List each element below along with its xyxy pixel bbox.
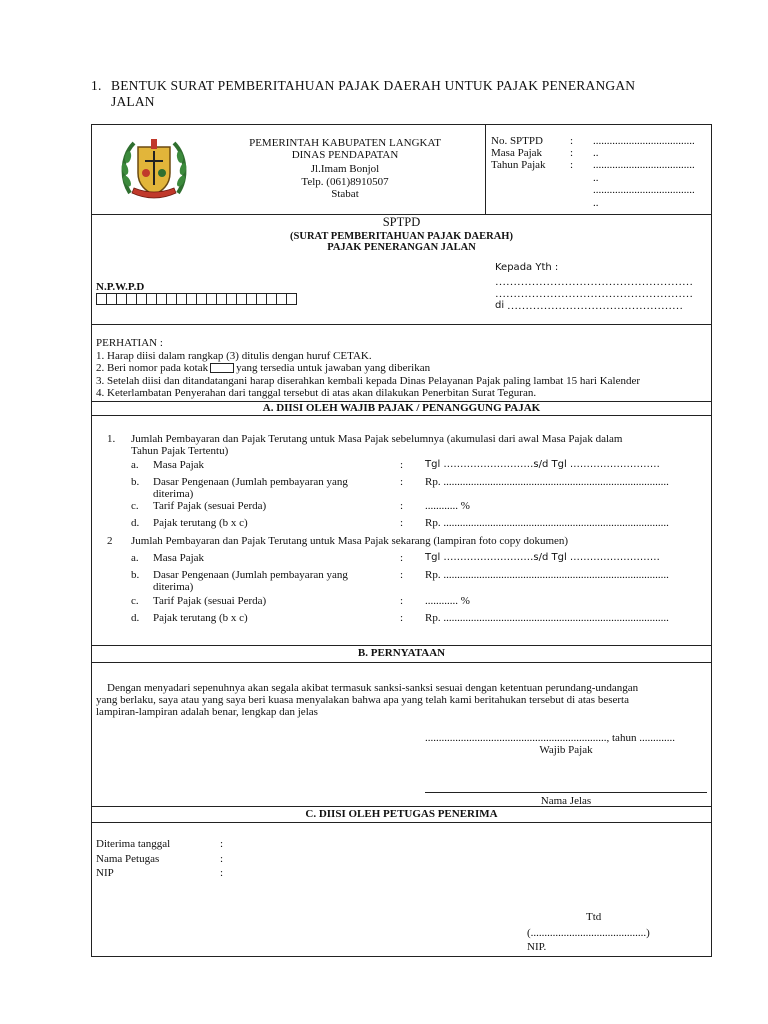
rule xyxy=(91,324,712,325)
org-dept: DINAS PENDAPATAN xyxy=(291,149,399,161)
ttd-label: Ttd xyxy=(586,911,602,923)
perhatian-item-2 xyxy=(96,362,430,375)
di-field[interactable]: ………………………………………… xyxy=(507,300,683,312)
diterima-tanggal-colon: : xyxy=(220,838,224,850)
perhatian-heading: PERHATIAN : xyxy=(96,337,163,349)
q1-c-colon: : xyxy=(400,500,404,512)
q1-a-letter: a. xyxy=(131,459,139,471)
q1-d-label: Pajak terutang (b x c) xyxy=(153,517,248,529)
q2-b-field[interactable]: Rp. .................................................................................. xyxy=(425,569,669,581)
npwpd-digit-box[interactable] xyxy=(276,293,286,305)
masa-pajak-field[interactable]: .. xyxy=(593,147,599,159)
pernyataan-line-3: lampiran-lampiran adalah benar, lengkap dan jelas xyxy=(96,706,318,718)
q2-b-colon: : xyxy=(400,569,404,581)
q1-b-field[interactable]: Rp. .................................................................................. xyxy=(425,476,669,488)
tahun-pajak-field-cont: .. xyxy=(593,172,599,184)
org-phone: Telp. (061)8910507 xyxy=(301,176,389,188)
di-label: di xyxy=(495,300,505,311)
title-line1: BENTUK SURAT PEMBERITAHUAN PAJAK DAERAH UNTUK PAJAK PENERANGAN xyxy=(111,78,636,93)
extra-field[interactable]: ..................................... xyxy=(593,184,695,196)
q2-number: 2 xyxy=(107,535,113,547)
org-name: PEMERINTAH KABUPATEN LANGKAT xyxy=(249,137,441,149)
sptpd-subtitle2: PAJAK PENERANGAN JALAN xyxy=(327,242,476,253)
extra-field-cont: .. xyxy=(593,197,599,209)
npwpd-digit-box[interactable] xyxy=(246,293,256,305)
q2-d-field[interactable]: Rp. .................................................................................. xyxy=(425,612,669,624)
diterima-tanggal-label: Diterima tanggal xyxy=(96,838,171,850)
npwpd-digit-box[interactable] xyxy=(96,293,106,305)
npwpd-digit-box[interactable] xyxy=(196,293,206,305)
rule xyxy=(91,822,712,823)
q2-c-label: Tarif Pajak (sesuai Perda) xyxy=(153,595,267,607)
langkat-emblem-icon xyxy=(118,133,190,203)
perhatian-item-2-post: yang tersedia untuk jawaban yang diberikan xyxy=(236,362,431,374)
npwpd-digit-box[interactable] xyxy=(216,293,226,305)
q1-c-field[interactable]: ............ % xyxy=(425,500,470,512)
tahun-pajak-colon: : xyxy=(570,159,574,171)
npwpd-digit-box[interactable] xyxy=(166,293,176,305)
npwpd-digit-box[interactable] xyxy=(146,293,156,305)
q2-b-letter: b. xyxy=(131,569,140,581)
npwpd-digit-box[interactable] xyxy=(106,293,116,305)
perhatian-item-2-pre: 2. Beri nomor pada kotak xyxy=(96,362,209,374)
q2-a-label: Masa Pajak xyxy=(153,552,205,564)
pernyataan-line-2: yang berlaku, saya atau yang saya beri kuasa menyalakan bahwa apa yang telah kami beritahukan tersebut di atas beserta xyxy=(96,694,629,706)
kepada-label: Kepada Yth : xyxy=(495,262,559,273)
q2-d-label: Pajak terutang (b x c) xyxy=(153,612,248,624)
npwpd-digit-box[interactable] xyxy=(256,293,266,305)
q1-b-letter: b. xyxy=(131,476,140,488)
q1-number: 1. xyxy=(107,433,116,445)
q2-c-letter: c. xyxy=(131,595,139,607)
header-divider xyxy=(485,124,486,214)
npwpd-boxes[interactable] xyxy=(96,293,297,305)
tahun-pajak-label: Tahun Pajak xyxy=(491,159,546,171)
npwpd-digit-box[interactable] xyxy=(266,293,276,305)
sptpd-title: SPTPD xyxy=(382,215,421,229)
npwpd-digit-box[interactable] xyxy=(116,293,126,305)
q1-b-label-cont: diterima) xyxy=(153,488,194,500)
no-sptpd-colon: : xyxy=(570,135,574,147)
nama-petugas-colon: : xyxy=(220,853,224,865)
npwpd-label: N.P.W.P.D xyxy=(96,281,145,293)
recipient-line-1[interactable]: ……………………………………………… xyxy=(495,276,693,288)
npwpd-digit-box[interactable] xyxy=(286,293,297,305)
q1-text-cont: Tahun Pajak Tertentu) xyxy=(131,445,229,457)
npwpd-digit-box[interactable] xyxy=(126,293,136,305)
nip-label: NIP xyxy=(96,867,114,879)
npwpd-digit-box[interactable] xyxy=(136,293,146,305)
q1-a-label: Masa Pajak xyxy=(153,459,205,471)
nama-jelas-label: Nama Jelas xyxy=(540,795,592,807)
q1-text: Jumlah Pembayaran dan Pajak Terutang untuk Masa Pajak sebelumnya (akumulasi dari awal Masa Pajak dalam xyxy=(131,433,623,445)
npwpd-digit-box[interactable] xyxy=(236,293,246,305)
q2-b-label: Dasar Pengenaan (Jumlah pembayaran yang xyxy=(153,569,348,581)
section-a-heading: A. DIISI OLEH WAJIB PAJAK / PENANGGUNG PAJAK xyxy=(262,402,541,414)
no-sptpd-field[interactable]: ..................................... xyxy=(593,135,695,147)
q1-d-letter: d. xyxy=(131,517,140,529)
section-c-heading: C. DIISI OLEH PETUGAS PENERIMA xyxy=(305,808,498,820)
q2-a-field[interactable]: Tgl ………………………s/d Tgl ……………………… xyxy=(425,552,660,563)
q2-b-label-cont: diterima) xyxy=(153,581,194,593)
wajib-pajak-label: Wajib Pajak xyxy=(539,744,593,756)
npwpd-digit-box[interactable] xyxy=(176,293,186,305)
q2-c-field[interactable]: ............ % xyxy=(425,595,470,607)
officer-signature-field[interactable]: (..........................................) xyxy=(527,927,650,939)
npwpd-digit-box[interactable] xyxy=(206,293,216,305)
org-city: Stabat xyxy=(331,188,359,200)
q2-a-letter: a. xyxy=(131,552,139,564)
tahun-pajak-field[interactable]: ..................................... xyxy=(593,159,695,171)
q1-d-colon: : xyxy=(400,517,404,529)
npwpd-digit-box[interactable] xyxy=(226,293,236,305)
npwpd-digit-box[interactable] xyxy=(156,293,166,305)
pernyataan-line-1: Dengan menyadari sepenuhnya akan segala akibat termasuk sanksi-sanksi sesuai dengan ketentuan perundang-undangan xyxy=(107,682,639,694)
q2-d-letter: d. xyxy=(131,612,140,624)
answer-box xyxy=(210,363,234,373)
no-sptpd-label: No. SPTPD xyxy=(491,135,543,147)
signature-line[interactable] xyxy=(425,792,707,793)
q1-c-letter: c. xyxy=(131,500,139,512)
q2-d-colon: : xyxy=(400,612,404,624)
q1-b-colon: : xyxy=(400,476,404,488)
recipient-line-2[interactable]: ……………………………………………… xyxy=(495,288,693,300)
section-b-heading: B. PERNYATAAN xyxy=(357,647,446,659)
nama-petugas-label: Nama Petugas xyxy=(96,853,160,865)
title-number: 1. xyxy=(91,78,102,93)
title-line2: JALAN xyxy=(111,94,155,109)
q1-a-field[interactable]: Tgl ………………………s/d Tgl ……………………… xyxy=(425,459,660,470)
q1-b-label: Dasar Pengenaan (Jumlah pembayaran yang xyxy=(153,476,348,488)
perhatian-item-3: 3. Setelah diisi dan ditandatangani harap diserahkan kembali kepada Dinas Pelayanan Pajak paling lambat 15 hari Kalender xyxy=(96,375,641,387)
q1-d-field[interactable]: Rp. .................................................................................. xyxy=(425,517,669,529)
masa-pajak-colon: : xyxy=(570,147,574,159)
place-date-field[interactable]: .................................................................., tahun ............. xyxy=(425,732,675,744)
q1-a-colon: : xyxy=(400,459,404,471)
officer-nip-label: NIP. xyxy=(527,941,547,953)
q1-c-label: Tarif Pajak (sesuai Perda) xyxy=(153,500,267,512)
npwpd-digit-box[interactable] xyxy=(186,293,196,305)
rule xyxy=(91,662,712,663)
q2-c-colon: : xyxy=(400,595,404,607)
org-street: Jl.Imam Bonjol xyxy=(310,163,380,175)
masa-pajak-label: Masa Pajak xyxy=(491,147,543,159)
perhatian-item-4: 4. Keterlambatan Penyerahan dari tanggal tersebut di atas akan dilakukan Penerbitan Surat Teguran. xyxy=(96,387,537,399)
perhatian-item-1: 1. Harap diisi dalam rangkap (3) ditulis dengan huruf CETAK. xyxy=(96,350,372,362)
q2-a-colon: : xyxy=(400,552,404,564)
nip-colon: : xyxy=(220,867,224,879)
rule xyxy=(91,645,712,646)
sptpd-subtitle: (SURAT PEMBERITAHUAN PAJAK DAERAH) xyxy=(290,231,513,242)
q2-text: Jumlah Pembayaran dan Pajak Terutang untuk Masa Pajak sekarang (lampiran foto copy dokumen) xyxy=(131,535,569,547)
